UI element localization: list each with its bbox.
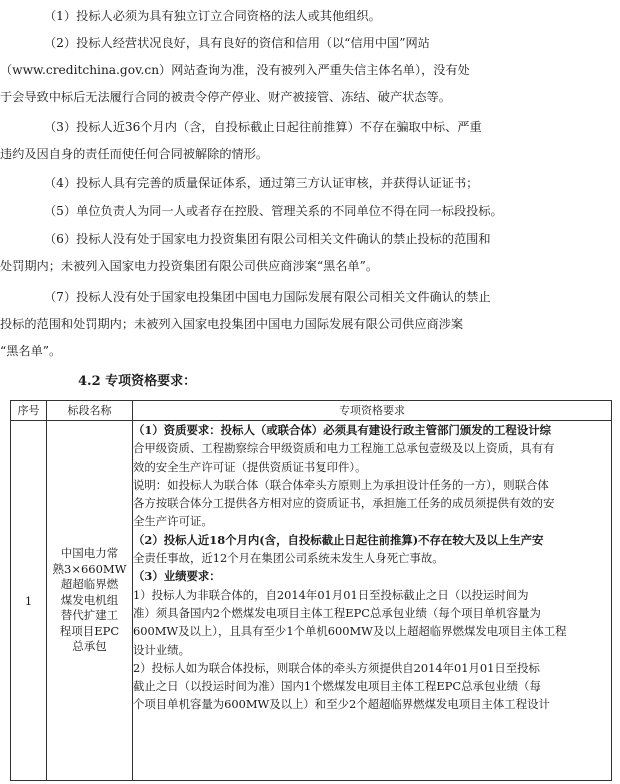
paragraph-line: （4）投标人具有完善的质量保证体系，通过第三方认证审核，并获得认证证书； xyxy=(44,176,479,190)
requirement-line: 全责任事故，近12个月在集团公司系统未发生人身死亡事故。 xyxy=(133,551,444,566)
paragraph-5 xyxy=(0,198,620,225)
row-requirements xyxy=(133,421,612,781)
paragraph-3 xyxy=(0,114,620,168)
requirement-line: 效的安全生产许可证（提供资质证书复印件）。 xyxy=(133,459,367,474)
lot-name-line: 替代扩建工 xyxy=(60,608,119,623)
paragraph-line: 投标的范围和处罚期内；未被列入国家电投集团中国电力国际发展有限公司供应商涉案 xyxy=(0,316,464,331)
lot-name-line: 超超临界燃 xyxy=(60,577,119,592)
paragraph-line: “黑名单”。 xyxy=(0,343,62,358)
paragraph-line: （7）投标人没有处于国家电投集团中国电力国际发展有限公司相关文件确认的禁止 xyxy=(44,290,491,304)
requirement-line: （2）投标人近18个月内(含，自投标截止日起往前推算)不存在较大及以上生产安 xyxy=(133,532,544,547)
paragraph-4 xyxy=(0,170,620,197)
row-serial: 1 xyxy=(11,421,47,781)
paragraph-line: （1）投标人必须为具有独立订立合同资格的法人或其他组织。 xyxy=(44,9,381,23)
paragraph-2 xyxy=(0,30,620,110)
header-lot-name: 标段名称 xyxy=(47,401,133,421)
header-requirements: 专项资格要求 xyxy=(133,401,612,421)
requirement-line: 合甲级资质、工程勘察综合甲级资质和电力工程施工总承包壹级及以上资质，具有有 xyxy=(133,441,555,456)
paragraph-7 xyxy=(0,284,620,364)
paragraph-line: （3）投标人近36个月内（含，自投标截止日起往前推算）不存在骗取中标、严重 xyxy=(44,120,482,134)
paragraph-1 xyxy=(0,3,620,30)
paragraph-line: （6）投标人没有处于国家电力投资集团有限公司相关文件确认的禁止投标的范围和 xyxy=(44,232,491,246)
requirement-line: 个项目单机容量为600MW及以上）和至少2个超超临界燃煤发电项目主体工程设计 xyxy=(133,697,550,712)
requirement-line: 1）投标人为非联合体的，自2014年01月01日至投标截止之日（以投运时间为 xyxy=(133,587,529,602)
paragraph-line: （www.creditchina.gov.cn）网站查询为准，没有被列入严重失信主体名单），没有处 xyxy=(0,62,470,77)
header-serial: 序号 xyxy=(11,401,47,421)
table-header-row xyxy=(11,401,612,421)
paragraph-line: 违约及因自身的责任而使任何合同被解除的情形。 xyxy=(0,146,269,161)
requirement-line: 2）投标人如为联合体投标，则联合体的牵头方须提供自2014年01月01日至投标 xyxy=(133,660,540,675)
lot-name-line: 程项目EPC xyxy=(59,623,120,638)
paragraph-6 xyxy=(0,226,620,280)
lot-name-line: 中国电力常 xyxy=(60,546,119,561)
paragraph-line: 处罚期内；未被列入国家电力投资集团有限公司供应商涉案“黑名单”。 xyxy=(0,258,379,273)
requirement-line: （1）资质要求：投标人（或联合体）必须具有建设行政主管部门颁发的工程设计综 xyxy=(133,423,551,437)
row-lot-name xyxy=(47,421,133,781)
paragraph-line: 于会导致中标后无法履行合同的被责令停产停业、财产被接管、冻结、破产状态等。 xyxy=(0,89,451,104)
paragraph-line: （5）单位负责人为同一人或者存在控股、管理关系的不同单位不得在同一标段投标。 xyxy=(44,204,503,218)
lot-name-line: 总承包 xyxy=(72,639,107,654)
requirement-line: 全生产许可证。 xyxy=(133,514,213,529)
requirement-line: 准）须具备国内2个燃煤发电项目主体工程EPC总承包业绩（每个项目单机容量为 xyxy=(133,605,541,620)
requirement-line: 说明：如投标人为联合体（联合体牵头方原则上为承担设计任务的一方），则联合体 xyxy=(133,477,549,492)
requirement-line: （3）业绩要求： xyxy=(133,569,221,584)
qualification-table xyxy=(10,400,612,781)
table-row xyxy=(11,421,612,781)
lot-name-line: 熟3×660MW xyxy=(52,561,127,576)
requirement-line: 截止之日（以投运时间为准）国内1个燃煤发电项目主体工程EPC总承包业绩（每 xyxy=(133,679,541,694)
paragraph-line: （2）投标人经营状况良好，具有良好的资信和信用（以“信用中国”网站 xyxy=(44,36,430,50)
requirement-line: 各方按联合体分工提供各方相对应的资质证书，承担施工任务的成员须提供有效的安 xyxy=(133,496,555,511)
lot-name-line: 煤发电机组 xyxy=(60,592,119,607)
section-heading: 4.2 专项资格要求： xyxy=(78,374,197,389)
requirement-line: 600MW及以上），且具有至少1个单机600MW及以上超超临界燃煤发电项目主体工程 xyxy=(133,624,567,639)
requirement-line: 设计业绩。 xyxy=(133,642,190,657)
